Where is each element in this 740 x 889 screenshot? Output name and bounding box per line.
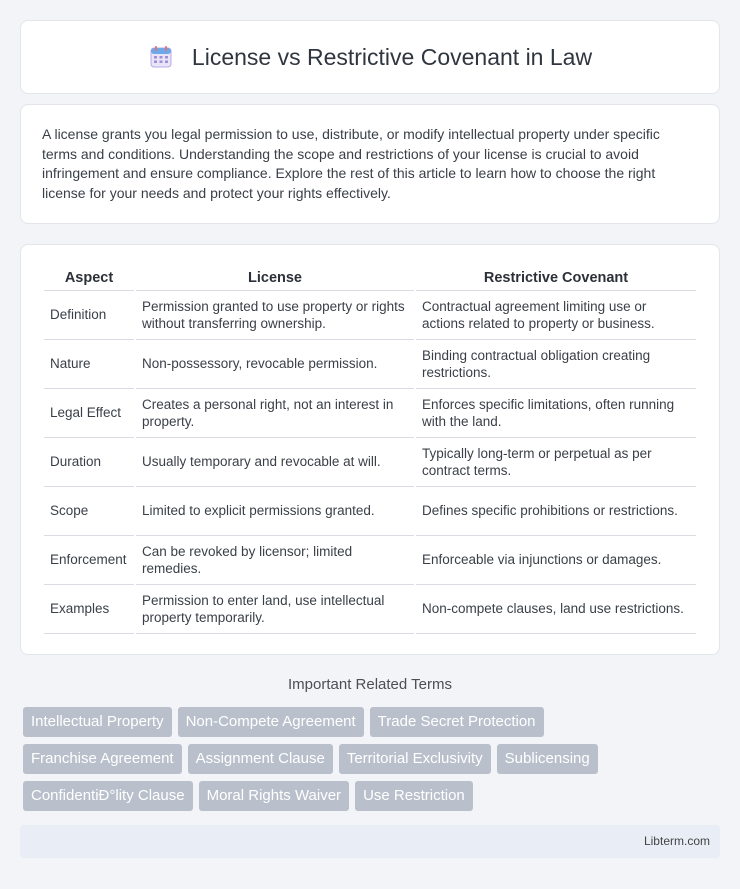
comparison-table xyxy=(42,265,698,634)
tag-non-compete-agreement[interactable]: Non-Compete Agreement xyxy=(178,707,364,737)
table-row xyxy=(44,585,696,634)
title-card xyxy=(20,20,720,94)
table-row xyxy=(44,438,696,487)
cell-covenant: Binding contractual obligation creating restrictions. xyxy=(416,340,696,389)
page-title: License vs Restrictive Covenant in Law xyxy=(191,43,593,70)
cell-aspect: Enforcement xyxy=(44,536,134,585)
cell-license: Permission granted to use property or rights without transferring ownership. xyxy=(136,291,414,340)
table-row xyxy=(44,291,696,340)
table-row xyxy=(44,389,696,438)
tag-territorial-exclusivity[interactable]: Territorial Exclusivity xyxy=(339,744,491,774)
cell-license: Can be revoked by licensor; limited remedies. xyxy=(136,536,414,585)
header-aspect: Aspect xyxy=(44,265,134,291)
cell-covenant: Enforces specific limitations, often running with the land. xyxy=(416,389,696,438)
cell-aspect: Nature xyxy=(44,340,134,389)
cell-covenant: Contractual agreement limiting use or actions related to property or business. xyxy=(416,291,696,340)
table-row xyxy=(44,536,696,585)
tag-trade-secret-protection[interactable]: Trade Secret Protection xyxy=(370,707,544,737)
tag-franchise-agreement[interactable]: Franchise Agreement xyxy=(23,744,182,774)
tag-confidentiality-clause[interactable]: ConfidentiÐ°lity Clause xyxy=(23,781,193,811)
cell-license: Usually temporary and revocable at will. xyxy=(136,438,414,487)
cell-covenant: Enforceable via injunctions or damages. xyxy=(416,536,696,585)
tag-use-restriction[interactable]: Use Restriction xyxy=(355,781,473,811)
tag-row xyxy=(23,707,723,737)
header-restrictive-covenant: Restrictive Covenant xyxy=(416,265,696,291)
cell-aspect: Definition xyxy=(44,291,134,340)
related-terms-list xyxy=(23,707,723,818)
cell-license: Permission to enter land, use intellectual property temporarily. xyxy=(136,585,414,634)
table-header-row xyxy=(44,265,696,291)
calendar-icon xyxy=(148,44,174,70)
cell-license: Limited to explicit permissions granted. xyxy=(136,487,414,536)
cell-license: Creates a personal right, not an interest in property. xyxy=(136,389,414,438)
cell-aspect: Scope xyxy=(44,487,134,536)
intro-paragraph: A license grants you legal permission to use, distribute, or modify intellectual property under specific terms and conditions. Understanding the scope and restrictions of your license is crucial to avoid infringement and ensure compliance. Explore the rest of this article to learn how to choose the right license for your needs and protect your rights effectively. xyxy=(42,126,660,201)
related-terms-title: Important Related Terms xyxy=(288,676,452,693)
tag-intellectual-property[interactable]: Intellectual Property xyxy=(23,707,172,737)
tag-row xyxy=(23,744,723,774)
tag-moral-rights-waiver[interactable]: Moral Rights Waiver xyxy=(199,781,349,811)
tag-assignment-clause[interactable]: Assignment Clause xyxy=(188,744,333,774)
cell-covenant: Typically long-term or perpetual as per contract terms. xyxy=(416,438,696,487)
tag-sublicensing[interactable]: Sublicensing xyxy=(497,744,598,774)
cell-aspect: Examples xyxy=(44,585,134,634)
comparison-table-card xyxy=(20,244,720,655)
cell-covenant: Defines specific prohibitions or restrictions. xyxy=(416,487,696,536)
table-row xyxy=(44,487,696,536)
footer xyxy=(20,825,720,858)
tag-row xyxy=(23,781,723,811)
table-row xyxy=(44,340,696,389)
cell-license: Non-possessory, revocable permission. xyxy=(136,340,414,389)
intro-card xyxy=(20,104,720,224)
header-license: License xyxy=(136,265,414,291)
cell-covenant: Non-compete clauses, land use restrictions. xyxy=(416,585,696,634)
cell-aspect: Duration xyxy=(44,438,134,487)
footer-site-link[interactable]: Libterm.com xyxy=(643,834,710,848)
cell-aspect: Legal Effect xyxy=(44,389,134,438)
